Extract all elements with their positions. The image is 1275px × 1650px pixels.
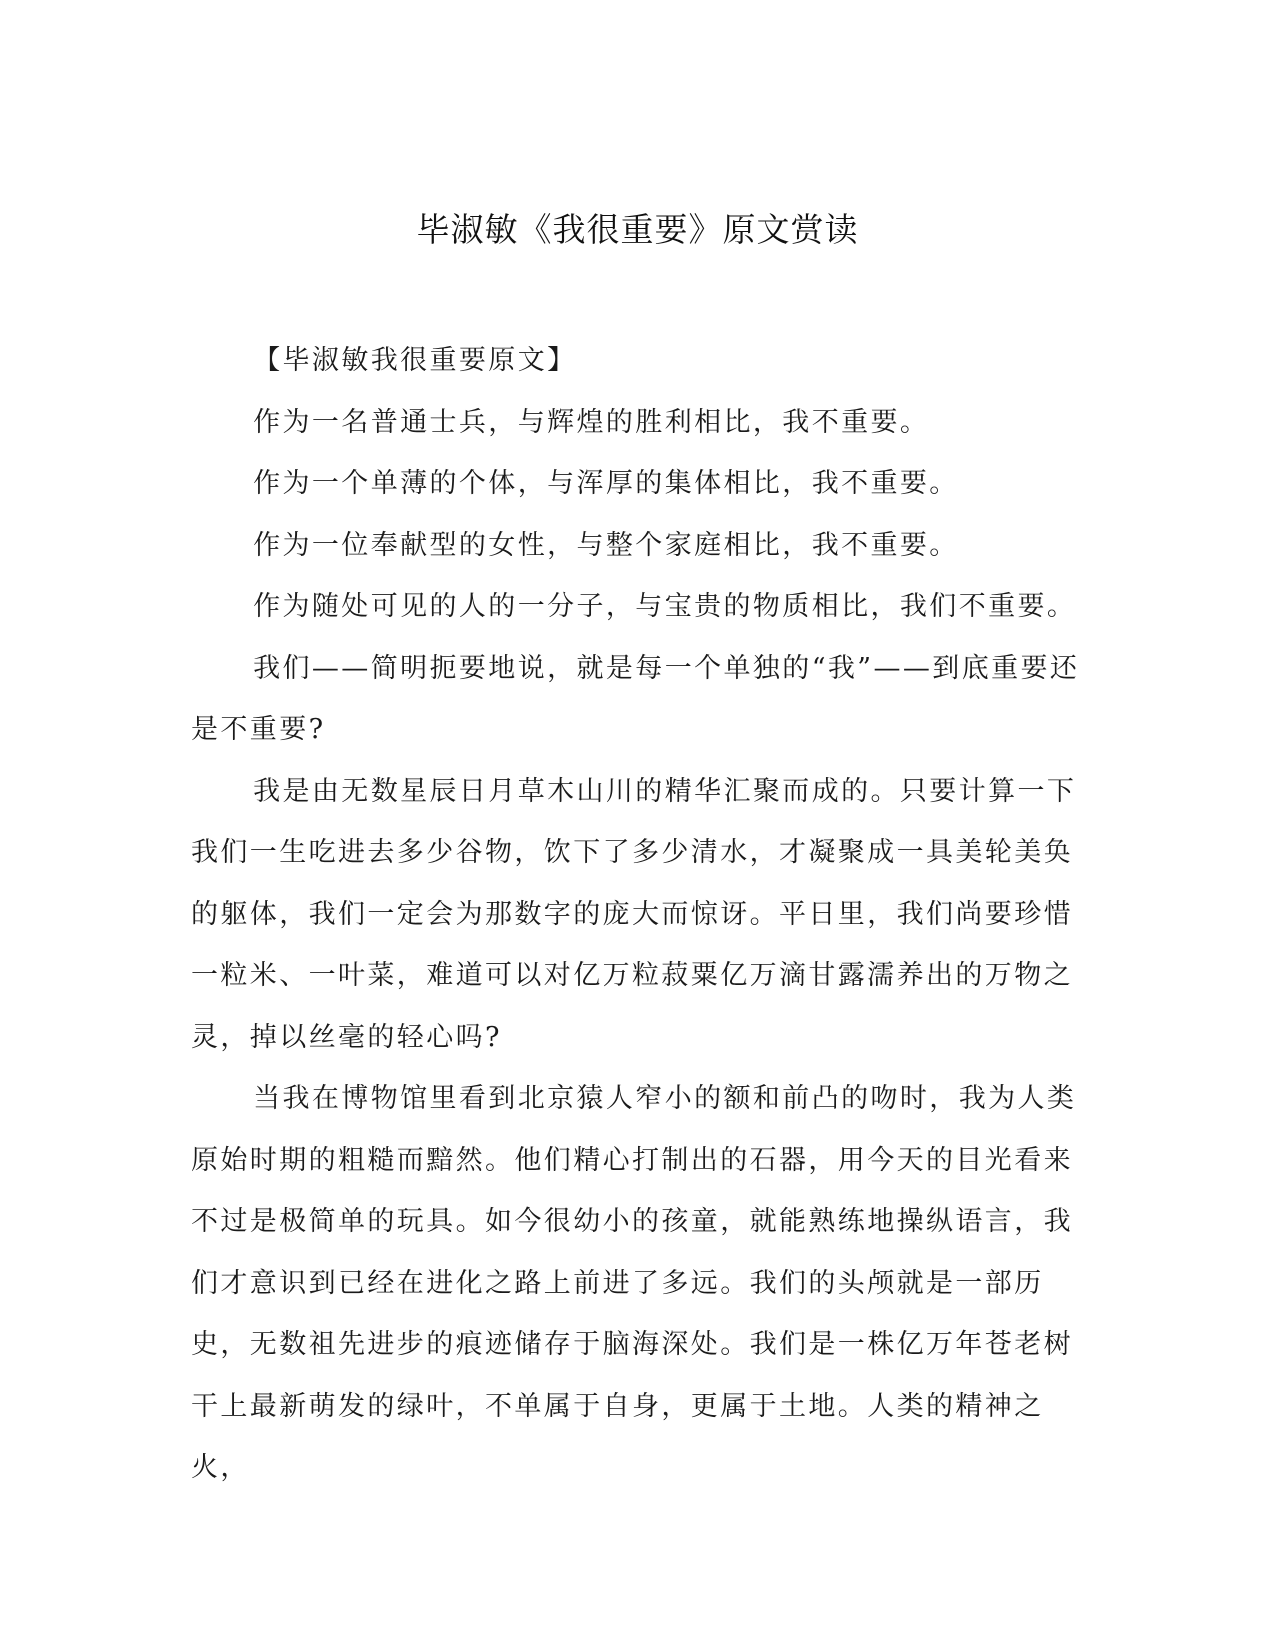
paragraph-5: 我们——简明扼要地说，就是每一个单独的“我”——到底重要还是不重要? xyxy=(191,652,1080,745)
article-body xyxy=(191,330,1086,1499)
paragraph-2: 作为一个单薄的个体，与浑厚的集体相比，我不重要。 xyxy=(253,468,959,499)
paragraph-4: 作为随处可见的人的一分子，与宝贵的物质相比，我们不重要。 xyxy=(253,591,1077,622)
page-title: 毕淑敏《我很重要》原文赏读 xyxy=(416,210,859,249)
paragraph-6: 我是由无数星辰日月草木山川的精华汇聚而成的。只要计算一下我们一生吃进去多少谷物，饮下了多少清水，才凝聚成一具美轮美奂的躯体，我们一定会为那数字的庞大而惊讶。平日里，我们尚要珍惜一粒米、一叶菜，难道可以对亿万粒菽粟亿万滴甘露濡养出的万物之灵，掉以丝毫的轻心吗? xyxy=(191,775,1077,1053)
paragraph-3: 作为一位奉献型的女性，与整个家庭相比，我不重要。 xyxy=(253,529,959,561)
paragraph-7: 当我在博物馆里看到北京猿人窄小的额和前凸的吻时，我为人类原始时期的粗糙而黯然。他们精心打制出的石器，用今天的目光看来不过是极简单的玩具。如今很幼小的孩童，就能熟练地操纵语言，我们才意识到已经在进化之路上前进了多远。我们的头颅就是一部历史，无数祖先进步的痕迹储存于脑海深处。我们是一株亿万年苍老树干上最新萌发的绿叶，不单属于自身，更属于土地。人类的精神之火， xyxy=(191,1083,1077,1483)
section-heading: 【毕淑敏我很重要原文】 xyxy=(253,345,577,376)
paragraph-1: 作为一名普通士兵，与辉煌的胜利相比，我不重要。 xyxy=(253,406,930,438)
